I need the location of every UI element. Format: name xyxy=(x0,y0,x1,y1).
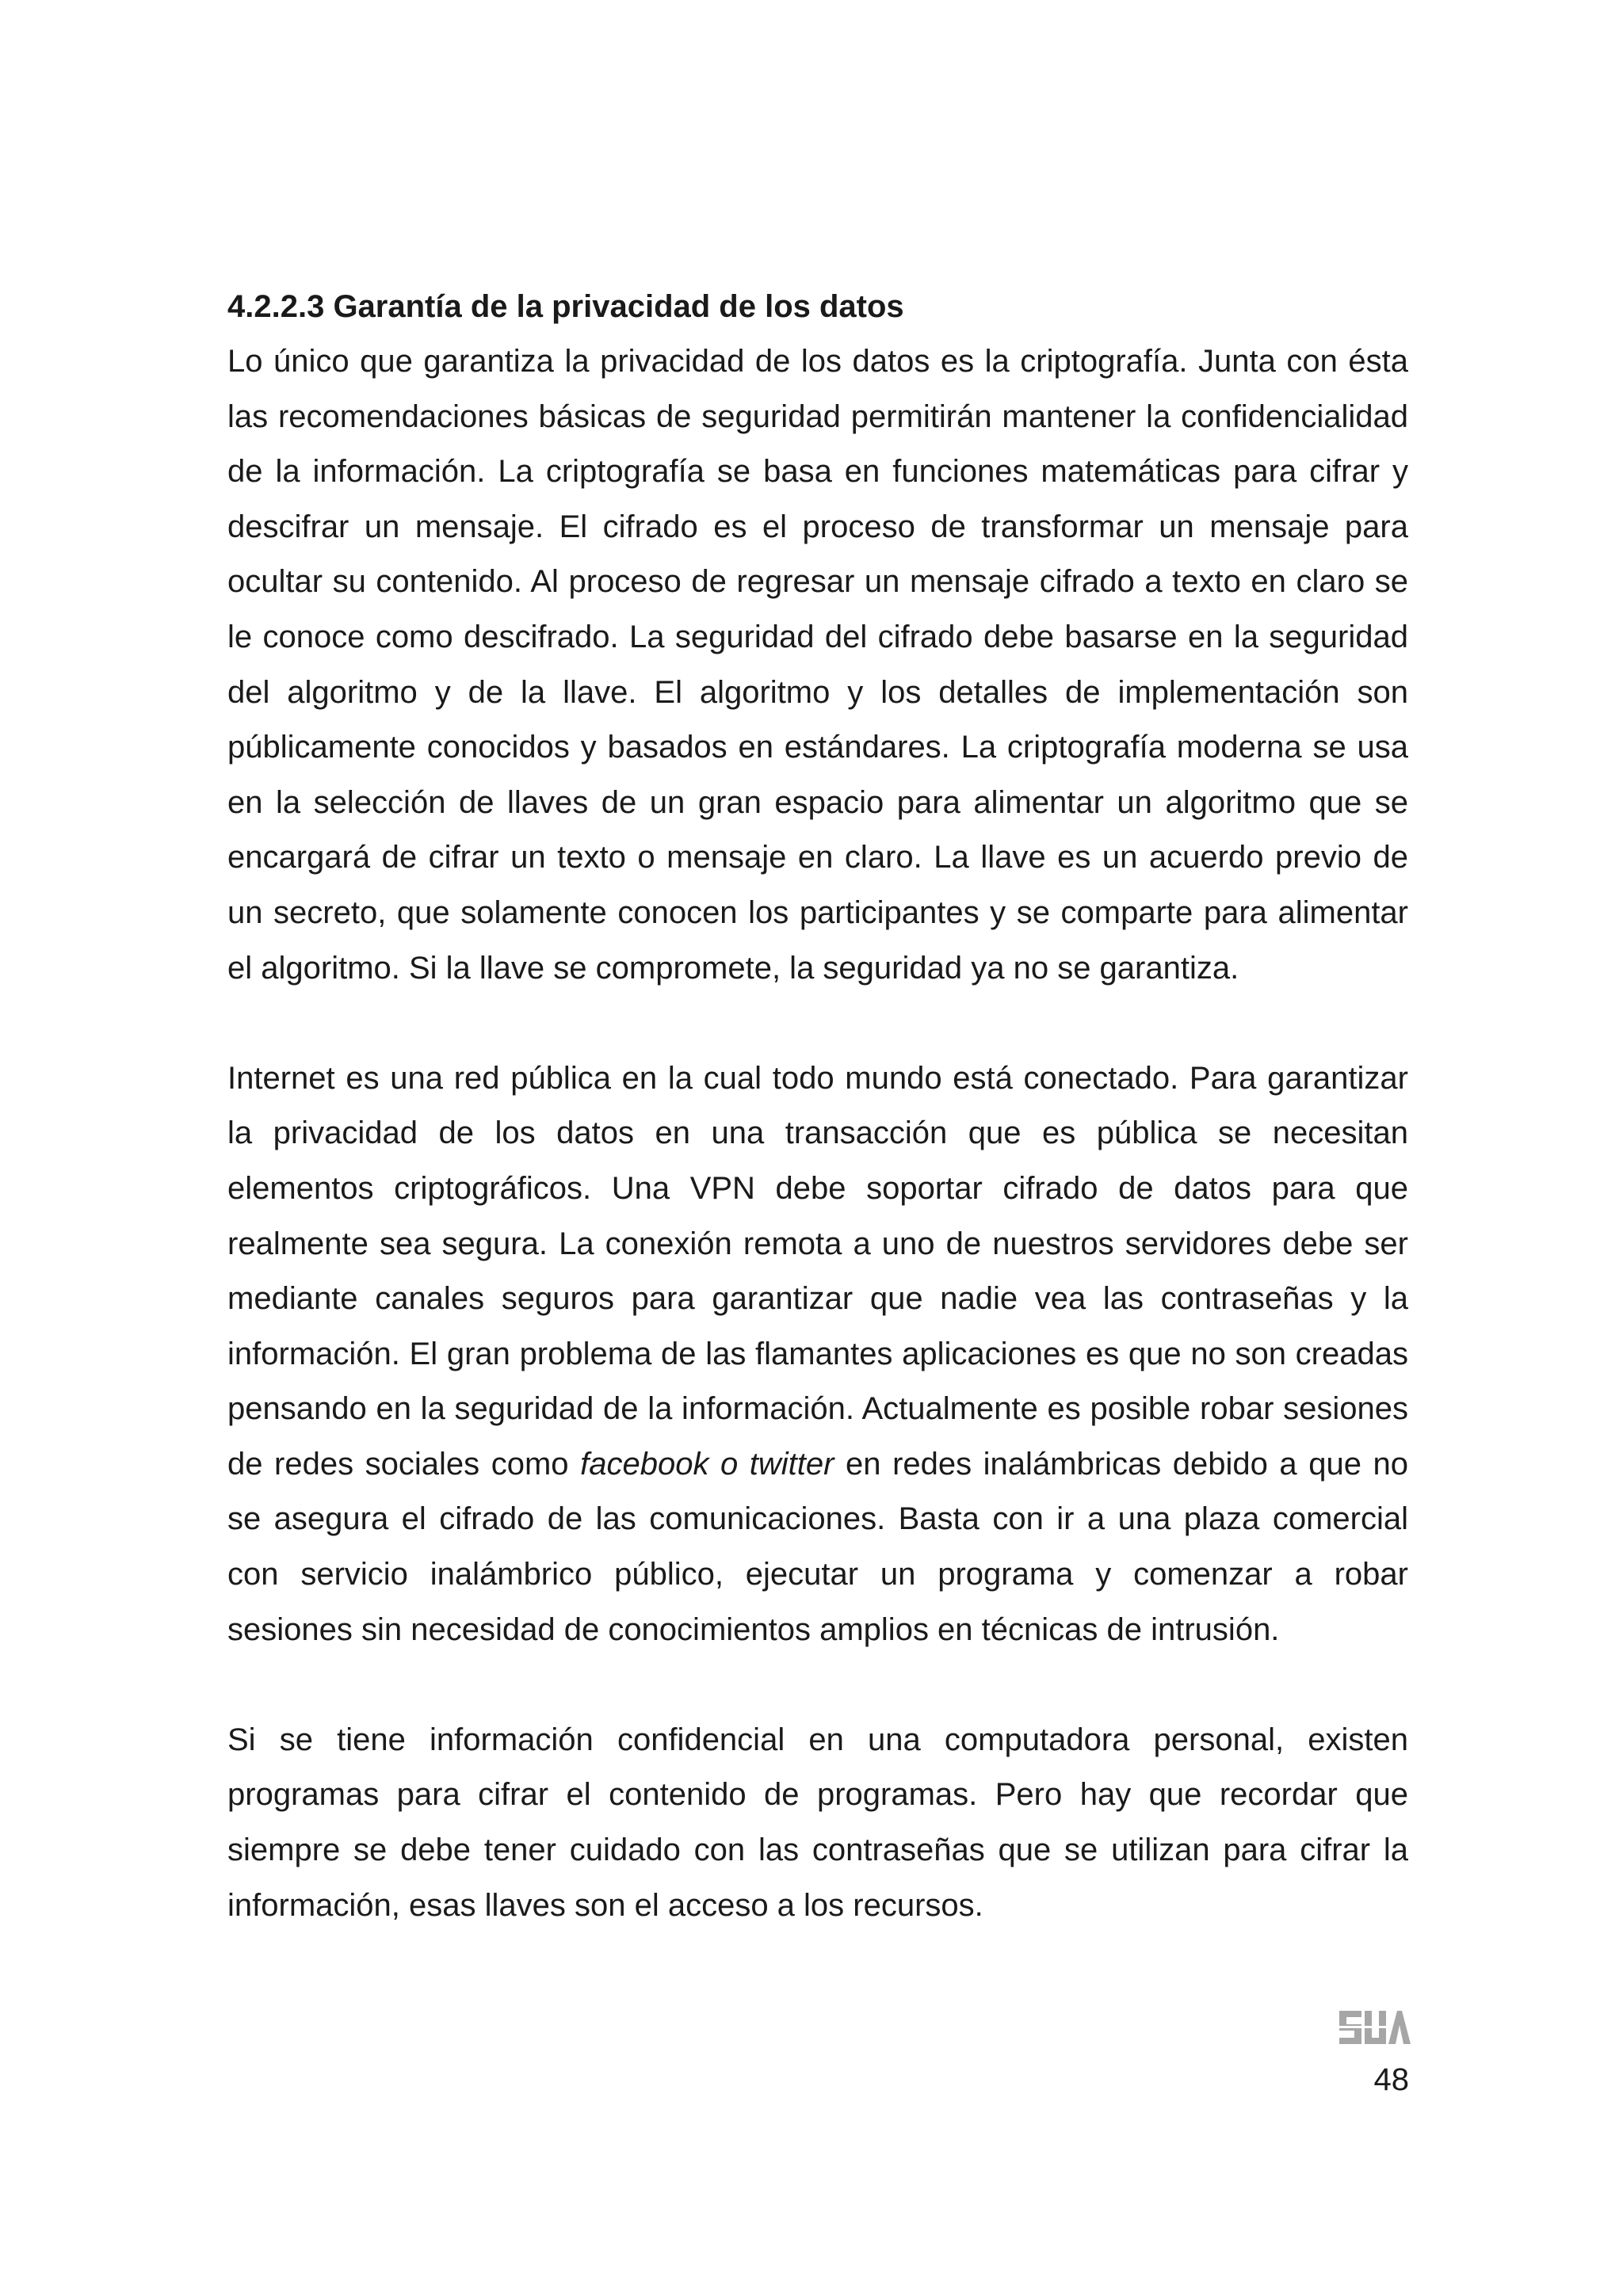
paragraph-cryptography: Lo único que garantiza la privacidad de los datos es la criptografía. Junta con ésta las recomendaciones básicas de seguridad permitirán mantener la confidencialidad de la información. La criptografía se basa en funciones matemáticas para cifrar y descifrar un mensaje. El cifrado es el proceso de transformar un mensaje para ocultar su contenido. Al proceso de regresar un mensaje cifrado a texto en claro se le conoce como descifrado. La seguridad del cifrado debe basarse en la seguridad del algoritmo y de la llave. El algoritmo y los detalles de implementación son públicamente conocidos y basados en estándares. La criptografía moderna se usa en la selección de llaves de un gran espacio para alimentar un algoritmo que se encargará de cifrar un texto o mensaje en claro. La llave es un acuerdo previo de un secreto, que solamente conocen los participantes y se comparte para alimentar el algoritmo. Si la llave se compromete, la seguridad ya no se garantiza. xyxy=(227,344,1408,986)
paragraph-personal-computer: Si se tiene información confidencial en una computadora personal, existen programas para cifrar el contenido de programas. Pero hay que recordar que siempre se debe tener cuidado con las contraseñas que se utilizan para cifrar la información, esas llaves son el acceso a los recursos. xyxy=(227,1722,1408,1923)
section-heading: 4.2.2.3 Garantía de la privacidad de los datos xyxy=(227,289,904,324)
paragraph-internet-text-before: Internet es una red pública en la cual todo mundo está conectado. Para garantizar la privacidad de los datos en una transacción que es pública se necesitan elementos criptográficos. Una VPN debe soportar cifrado de datos para que realmente sea segura. La conexión remota a uno de nuestros servidores debe ser mediante canales seguros para garantizar que nadie vea las contraseñas y la información. El gran problema de las flamantes aplicaciones es que no son creadas pensando en la seguridad de la información. Actualmente es posible robar sesiones de redes sociales como xyxy=(227,1060,1408,1482)
paragraph-internet xyxy=(227,1051,1408,1658)
paragraph-internet-text-after: en redes inalámbricas debido a que no se asegura el cifrado de las comunicaciones. Basta con ir a una plaza comercial con servicio inalámbrico público, ejecutar un programa y comenzar a robar sesiones sin necesidad de conocimientos amplios en técnicas de intrusión. xyxy=(227,1446,1409,1647)
page-number: 48 xyxy=(1373,2062,1409,2097)
document-page xyxy=(227,279,1408,1933)
sua-logo-icon xyxy=(1338,2009,1411,2046)
paragraph-internet-italic: facebook o twitter xyxy=(580,1446,834,1482)
